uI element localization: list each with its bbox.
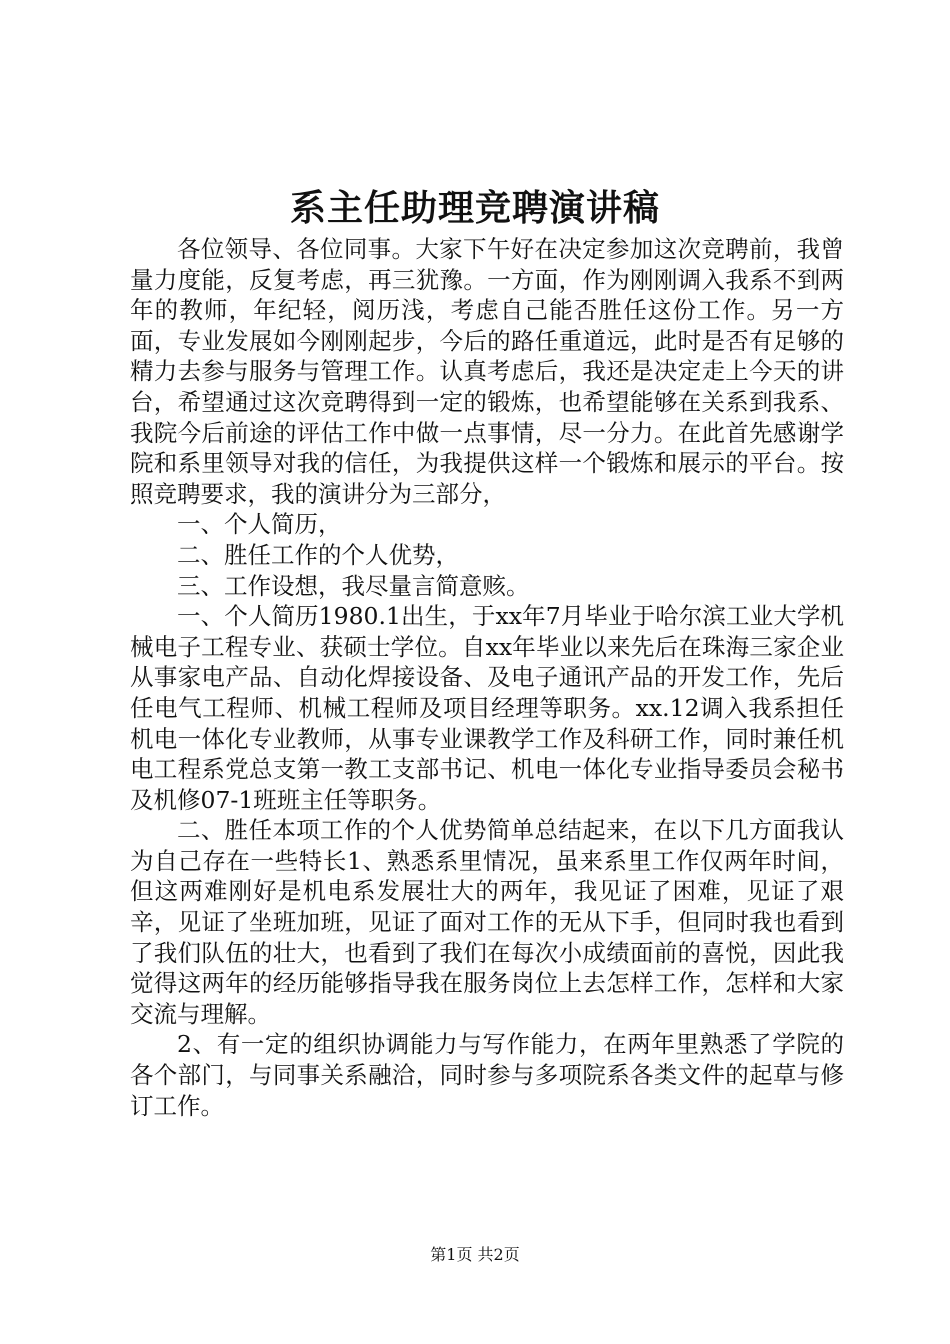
document-title: 系主任助理竞聘演讲稿 bbox=[289, 187, 660, 229]
paragraph-resume: 一、个人简历1980.1出生，于xx年7月毕业于哈尔滨工业大学机械电子工程专业、获硕士学位。自xx年毕业以来先后在珠海三家企业从事家电产品、自动化焊接设备、及电子通讯产品的开发工作，先后任电气工程师、机械工程师及项目经理等职务。xx.12调入我系担任机电一体化专业教师，从事专业课教学工作及科研工作，同时兼任机电工程系党总支第一教工支部书记、机电一体化专业指导委员会秘书及机修07-1班班主任等职务。 bbox=[130, 602, 844, 814]
paragraph-ability: 2、有一定的组织协调能力与写作能力，在两年里熟悉了学院的各个部门，与同事关系融洽，同时参与多项院系各类文件的起草与修订工作。 bbox=[130, 1030, 844, 1120]
paragraph-advantages: 二、胜任本项工作的个人优势简单总结起来，在以下几方面我认为自己存在一些特长1、熟悉系里情况，虽来系里工作仅两年时间，但这两难刚好是机电系发展壮大的两年，我见证了困难，见证了艰辛，见证了坐班加班，见证了面对工作的无从下手，但同时我也看到了我们队伍的壮大，也看到了我们在每次小成绩面前的喜悦，因此我觉得这两年的经历能够指导我在服务岗位上去怎样工作，怎样和大家交流与理解。 bbox=[130, 816, 844, 1028]
paragraph-outline-3: 三、工作设想，我尽量言简意赅。 bbox=[177, 571, 530, 600]
paragraph-outline-1: 一、个人简历， bbox=[177, 510, 342, 539]
document-body bbox=[130, 234, 844, 1121]
paragraph-outline-2: 二、胜任工作的个人优势， bbox=[177, 540, 459, 569]
paragraph-intro: 各位领导、各位同事。大家下午好在决定参加这次竞聘前，我曾量力度能，反复考虑，再三犹豫。一方面，作为刚刚调入我系不到两年的教师，年纪轻，阅历浅，考虑自己能否胜任这份工作。另一方面，专业发展如今刚刚起步，今后的路任重道远，此时是否有足够的精力去参与服务与管理工作。认真考虑后，我还是决定走上今天的讲台，希望通过这次竞聘得到一定的锻炼，也希望能够在关系到我系、我院今后前途的评估工作中做一点事情，尽一分力。在此首先感谢学院和系里领导对我的信任，为我提供这样一个锻炼和展示的平台。按照竞聘要求，我的演讲分为三部分， bbox=[130, 235, 844, 508]
page-number-footer: 第1页 共2页 bbox=[430, 1245, 520, 1264]
